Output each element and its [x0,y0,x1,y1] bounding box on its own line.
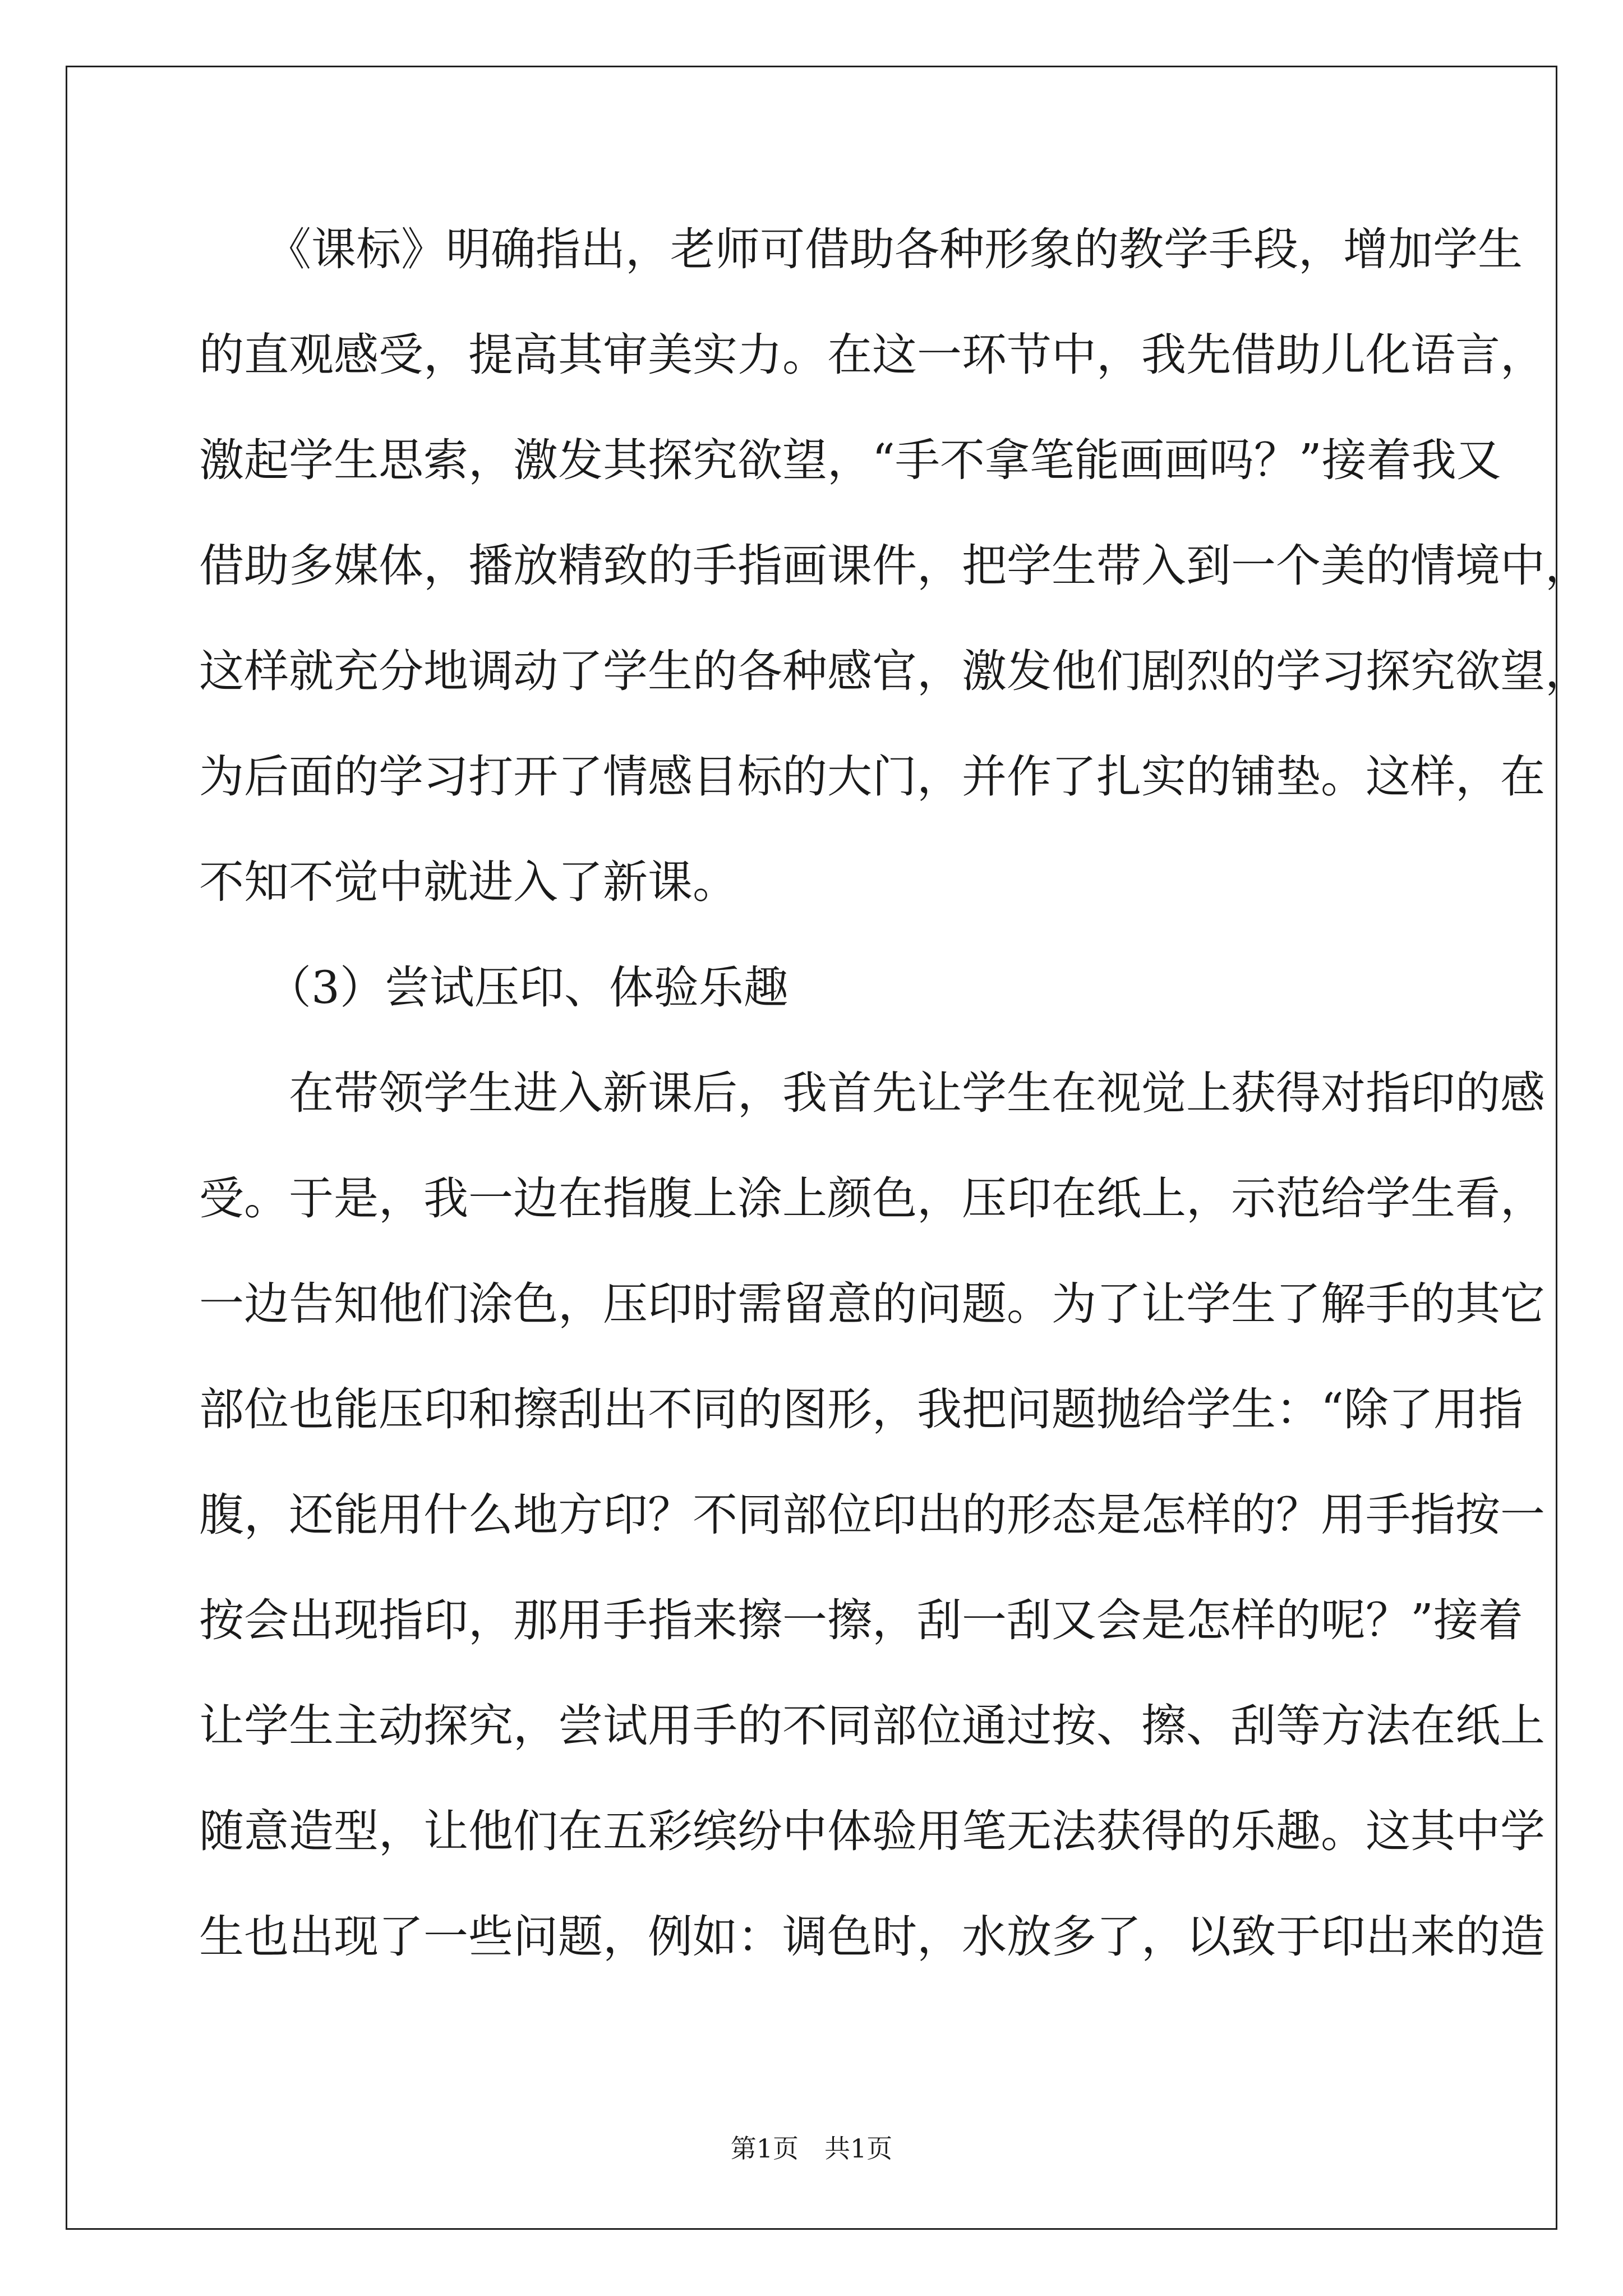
text-line: 腹，还能用什么地方印？不同部位印出的形态是怎样的？用手指按一 [199,1489,1545,1541]
text-line: 生也出现了一些问题，例如：调色时，水放多了，以致于印出来的造 [199,1911,1545,1963]
text-line: 让学生主动探究，尝试用手的不同部位通过按、擦、刮等方法在纸上 [199,1700,1545,1752]
text-line: 不知不觉中就进入了新课。 [199,856,737,908]
text-line: 部位也能压印和擦刮出不同的图形，我把问题抛给学生：“除了用指 [199,1383,1523,1435]
text-line: 一边告知他们涂色，压印时需留意的问题。为了让学生了解手的其它 [199,1278,1545,1330]
text-line: 为后面的学习打开了情感目标的大门，并作了扎实的铺垫。这样，在 [199,751,1545,803]
text-line: 按会出现指印，那用手指来擦一擦，刮一刮又会是怎样的呢？”接着 [199,1594,1523,1646]
text-line: 借助多媒体，播放精致的手指画课件，把学生带入到一个美的情境中， [199,540,1590,592]
text-line: 受。于是，我一边在指腹上涂上颜色，压印在纸上，示范给学生看， [199,1172,1545,1225]
text-line: 《课标》明确指出，老师可借助各种形象的教学手段，增加学生 [199,223,1523,275]
section-heading: （3）尝试压印、体验乐趣 [199,961,789,1014]
text-line: 的直观感受，提高其审美实力。在这一环节中，我先借助儿化语言， [199,329,1545,381]
text-line: 这样就充分地调动了学生的各种感官，激发他们剧烈的学习探究欲望， [199,645,1590,697]
text-line: 在带领学生进入新课后，我首先让学生在视觉上获得对指印的感 [199,1067,1545,1119]
page-footer: 第1页 共1页 [730,2133,893,2164]
text-line: 激起学生思索，激发其探究欲望，“手不拿笔能画画吗？”接着我又 [199,434,1501,486]
text-line: 随意造型，让他们在五彩缤纷中体验用笔无法获得的乐趣。这其中学 [199,1805,1545,1857]
